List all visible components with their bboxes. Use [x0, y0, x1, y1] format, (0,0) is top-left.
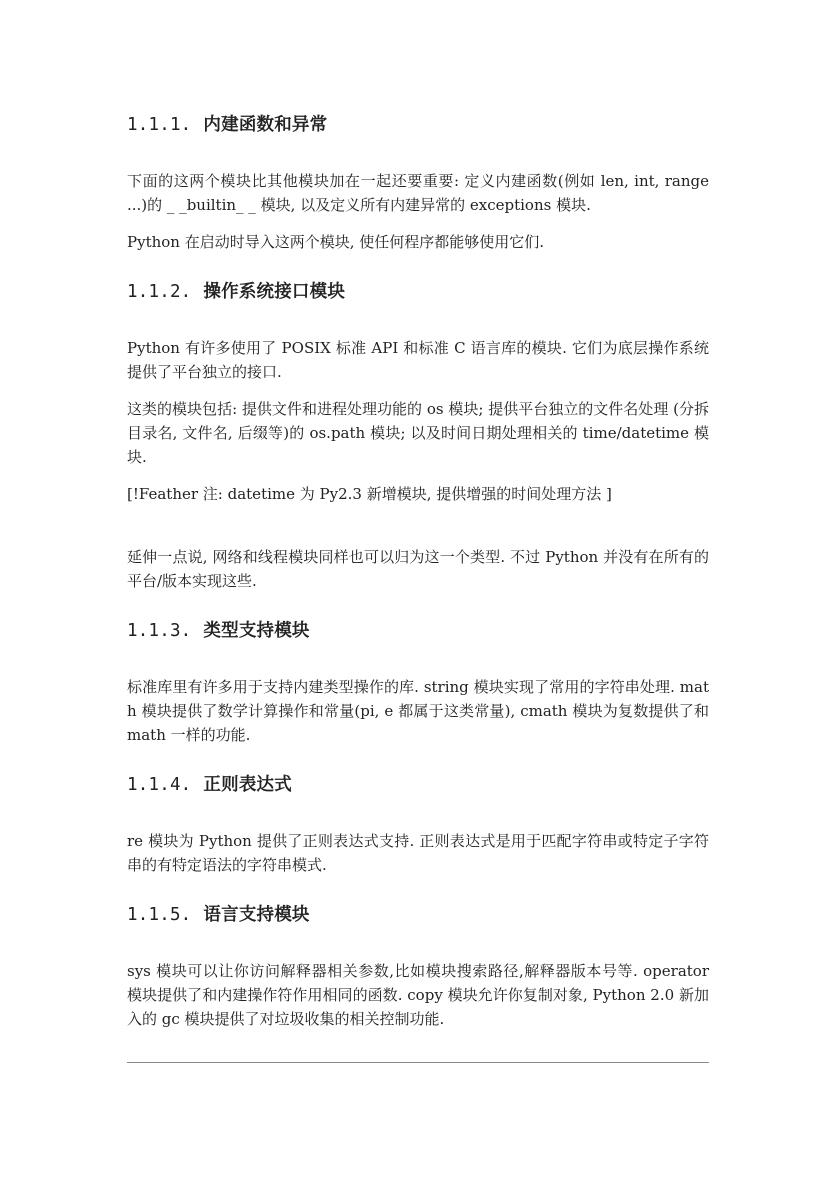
- section-type-support: [127, 618, 709, 747]
- section-number: 1.1.1.: [127, 115, 192, 135]
- footer-divider: [127, 1062, 709, 1063]
- section-os-interface: [127, 279, 709, 593]
- section-heading: [127, 902, 709, 928]
- paragraph: 标准库里有许多用于支持内建类型操作的库. string 模块实现了常用的字符串处理. math 模块提供了数学计算操作和常量(pi, e 都属于这类常量), cmath 模块为复数提供了和 math 一样的功能.: [127, 678, 709, 744]
- section-regex: [127, 772, 709, 877]
- section-number: 1.1.2.: [127, 282, 192, 302]
- section-title: 语言支持模块: [203, 905, 310, 925]
- section-heading: [127, 279, 709, 305]
- document-page: [127, 112, 709, 1044]
- section-number: 1.1.5.: [127, 905, 192, 925]
- section-title: 内建函数和异常: [203, 115, 328, 135]
- paragraph: 这类的模块包括: 提供文件和进程处理功能的 os 模块; 提供平台独立的文件名处理 (分拆目录名, 文件名, 后缀等)的 os.path 模块; 以及时间日期处理相关的 time/datetime 模块.: [127, 400, 709, 466]
- section-heading: [127, 112, 709, 138]
- paragraph: sys 模块可以让你访问解释器相关参数,比如模块搜索路径,解释器版本号等. operator 模块提供了和内建操作符作用相同的函数. copy 模块允许你复制对象, Python 2.0 新加入的 gc 模块提供了对垃圾收集的相关控制功能.: [127, 962, 709, 1028]
- section-title: 操作系统接口模块: [203, 282, 346, 302]
- section-heading: [127, 772, 709, 798]
- section-title: 正则表达式: [203, 775, 292, 795]
- section-heading: [127, 618, 709, 644]
- paragraph: re 模块为 Python 提供了正则表达式支持. 正则表达式是用于匹配字符串或特定子字符串的有特定语法的字符串模式.: [127, 832, 709, 874]
- section-number: 1.1.3.: [127, 621, 192, 641]
- section-builtins: [127, 112, 709, 254]
- paragraph: Python 在启动时导入这两个模块, 使任何程序都能够使用它们.: [127, 233, 545, 251]
- paragraph: 下面的这两个模块比其他模块加在一起还要重要: 定义内建函数(例如 len, int, range ...)的 _ _builtin_ _ 模块, 以及定义所有内建异常的 exceptions 模块.: [127, 172, 709, 214]
- paragraph: 延伸一点说, 网络和线程模块同样也可以归为这一个类型. 不过 Python 并没有在所有的平台/版本实现这些.: [127, 548, 709, 590]
- translator-note: [!Feather 注: datetime 为 Py2.3 新增模块, 提供增强的时间处理方法 ]: [127, 485, 612, 503]
- section-number: 1.1.4.: [127, 775, 192, 795]
- section-title: 类型支持模块: [203, 621, 310, 641]
- section-language-support: [127, 902, 709, 1031]
- paragraph: Python 有许多使用了 POSIX 标准 API 和标准 C 语言库的模块. 它们为底层操作系统提供了平台独立的接口.: [127, 339, 709, 381]
